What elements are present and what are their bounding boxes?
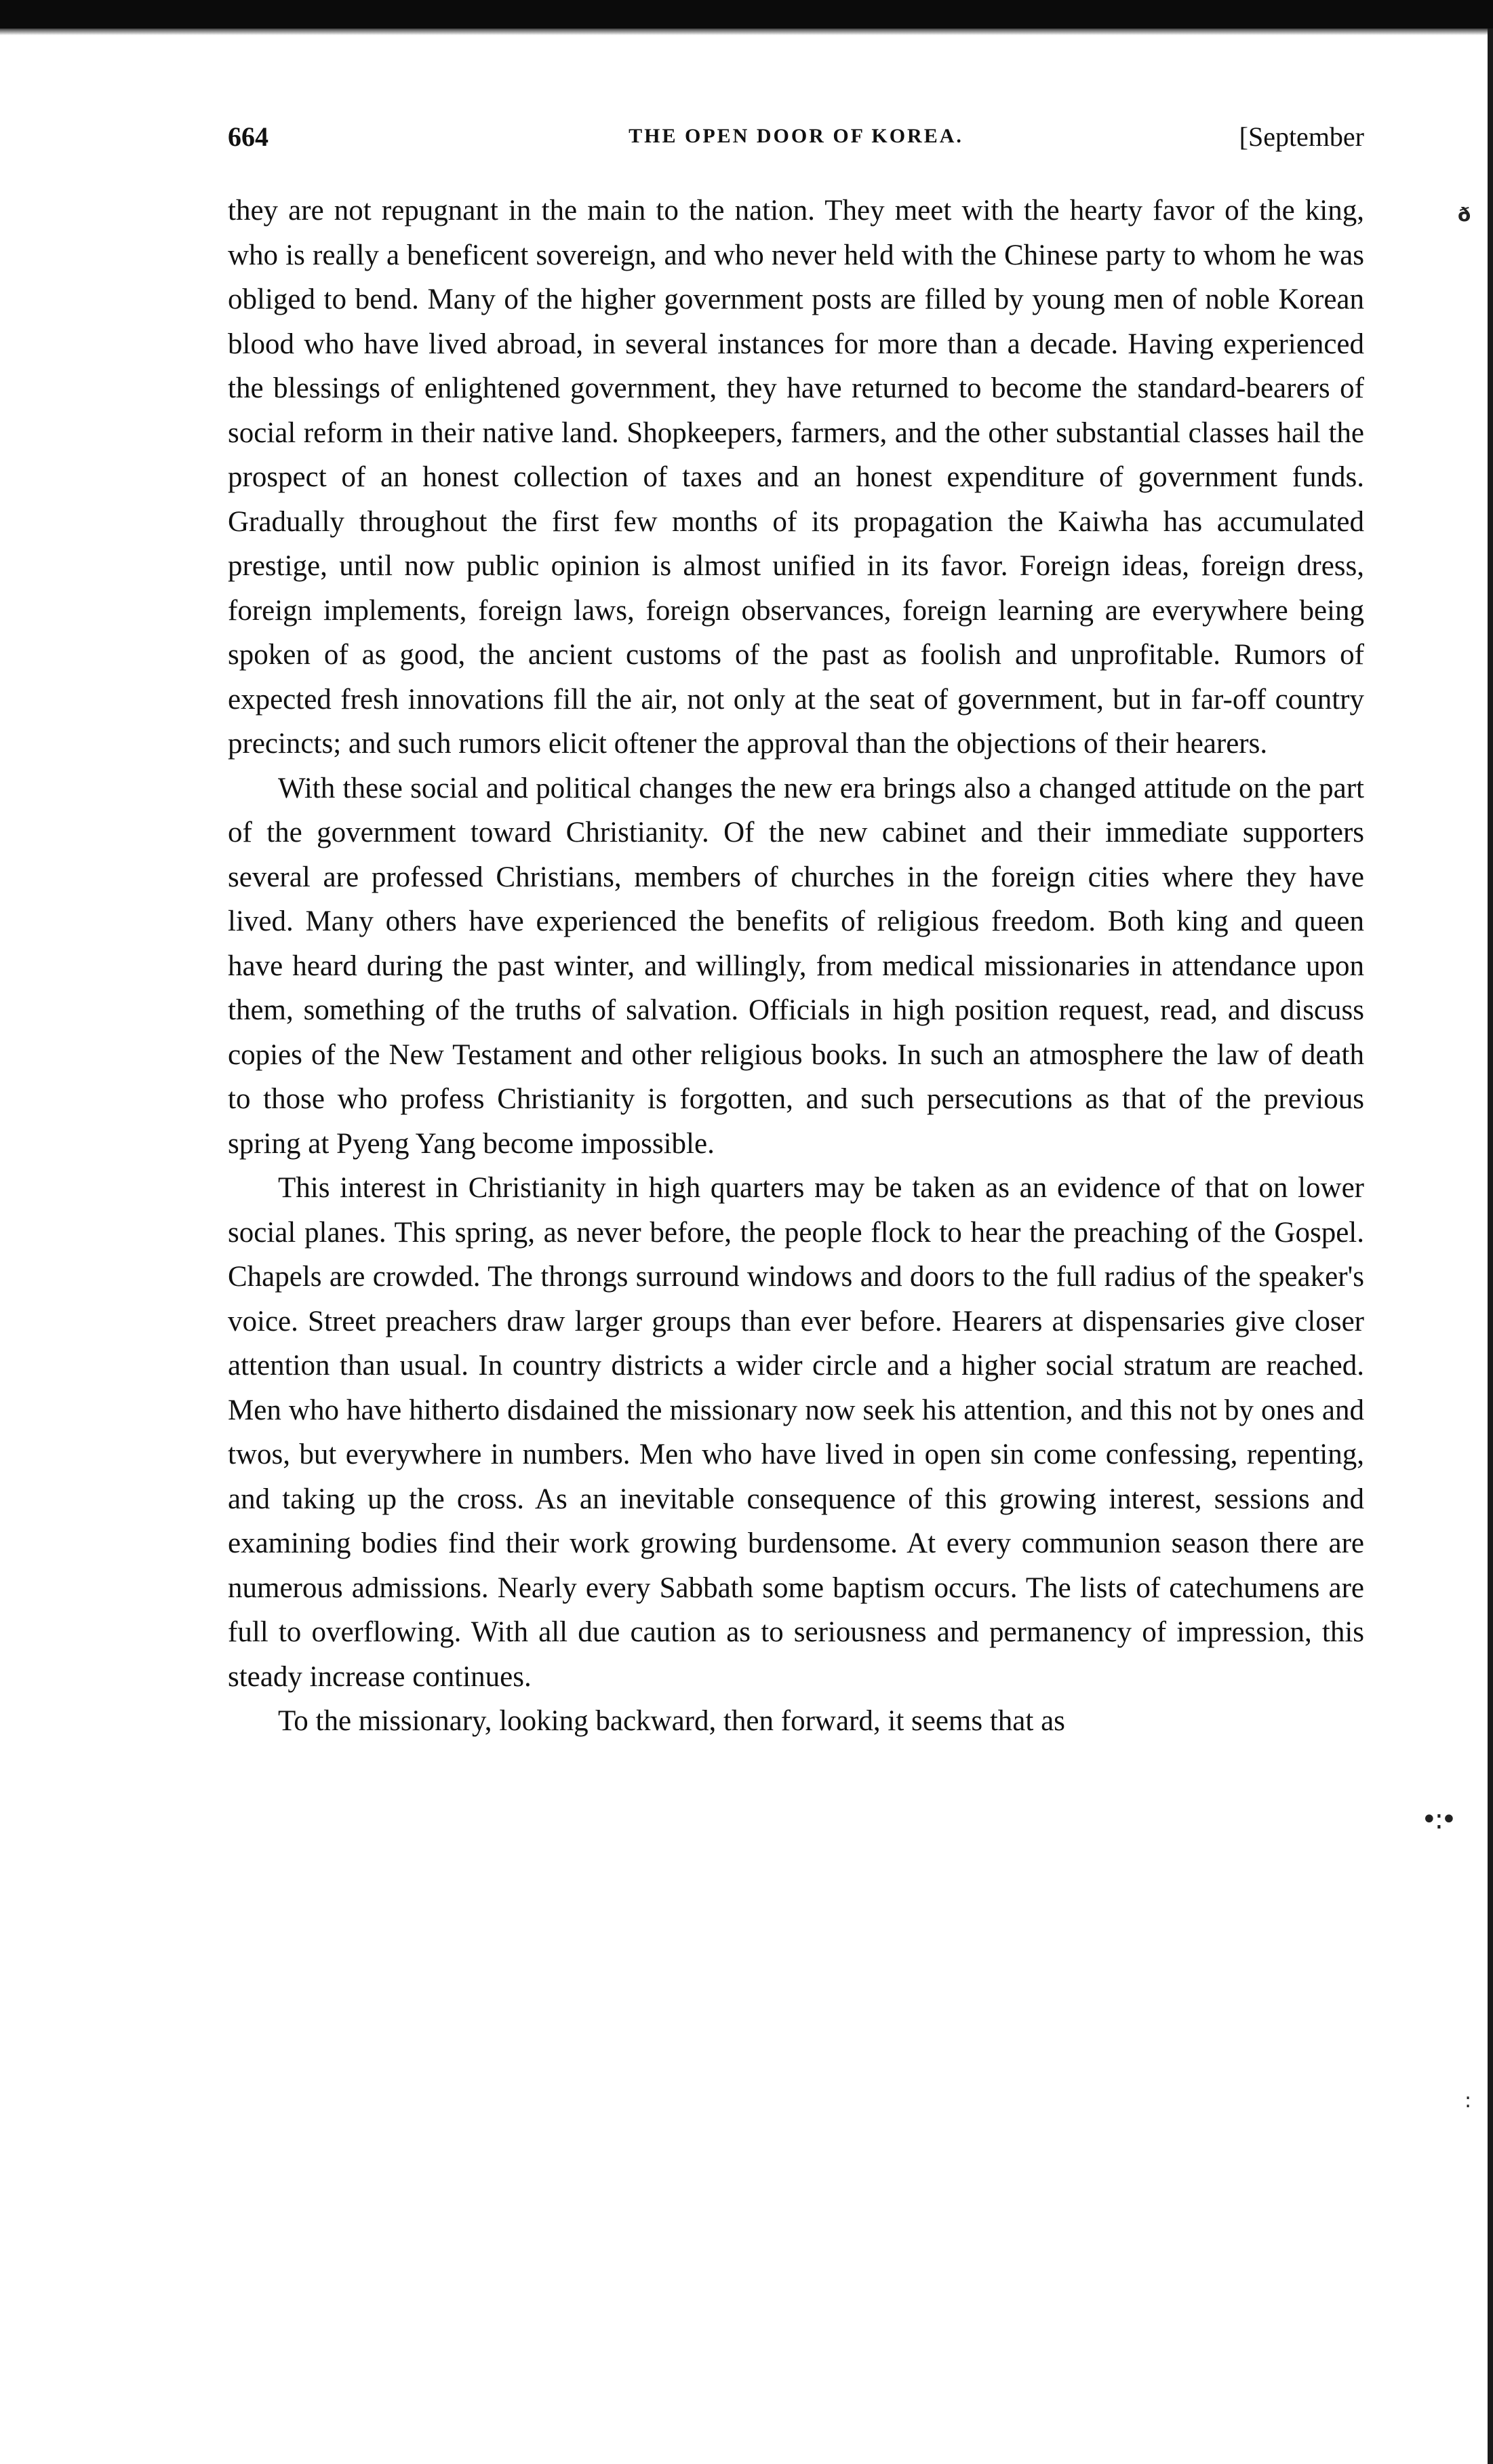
scan-right-border	[1488, 28, 1493, 2464]
paragraph-4: To the missionary, looking backward, then forward, it seems that as	[278, 1705, 1065, 1737]
scan-top-border	[0, 0, 1493, 28]
margin-mark-lower: :	[1465, 2089, 1472, 2113]
scan-top-shadow	[0, 28, 1493, 35]
header-month: [September	[1239, 121, 1364, 152]
page-number: 664	[228, 121, 268, 152]
page-body	[228, 189, 1364, 1744]
margin-mark-middle: •:•	[1421, 1804, 1454, 1835]
running-title: THE OPEN DOOR OF KOREA.	[629, 125, 963, 147]
paragraph-2: With these social and political changes the new era brings also a changed attitude on the part of the government toward Christianity. Of the new cabinet and their immediate supporters several are professed Christians, members of churches in the foreign cities where they have lived. Many others have experienced the benefits of religious freedom. Both king and queen have heard during the past winter, and willingly, from medical missionaries in attendance upon them, something of the truths of salvation. Officials in high position request, read, and discuss copies of the New Testament and other religious books. In such an atmosphere the law of death to those who profess Christianity is forgotten, and such persecutions as that of the previous spring at Pyeng Yang become impossible.	[228, 772, 1364, 1160]
page-header	[228, 121, 1364, 159]
margin-mark-top: ð	[1458, 203, 1471, 226]
paragraph-1: they are not repugnant in the main to the nation. They meet with the hearty favor of the king, who is really a beneficent sovereign, and who never held with the Chinese party to whom he was obliged to bend. Many of the higher government posts are filled by young men of noble Korean blood who have lived abroad, in several instances for more than a decade. Having experienced the blessings of enlightened government, they have returned to become the standard-bearers of social reform in their native land. Shopkeepers, farmers, and the other substantial classes hail the prospect of an honest collection of taxes and an honest expenditure of government funds. Gradually throughout the first few months of its propagation the Kaiwha has accumulated prestige, until now public opinion is almost unified in its favor. Foreign ideas, foreign dress, foreign implements, foreign laws, foreign observances, foreign learning are everywhere being spoken of as good, the ancient customs of the past as foolish and unprofitable. Rumors of expected fresh innovations fill the air, not only at the seat of government, but in far-off country precincts; and such rumors elicit oftener the approval than the objections of their hearers.	[228, 195, 1364, 760]
paragraph-3: This interest in Christianity in high quarters may be taken as an evidence of that on lower social planes. This spring, as never before, the people flock to hear the preaching of the Gospel. Chapels are crowded. The throngs surround windows and doors to the full radius of the speaker's voice. Street preachers draw larger groups than ever before. Hearers at dispensaries give closer attention than usual. In country districts a wider circle and a higher social stratum are reached. Men who have hitherto disdained the missionary now seek his attention, and this not by ones and twos, but everywhere in numbers. Men who have lived in open sin come confessing, repenting, and taking up the cross. As an inevitable consequence of this growing interest, sessions and examining bodies find their work growing burdensome. At every communion season there are numerous admissions. Nearly every Sabbath some baptism occurs. The lists of catechumens are full to overflowing. With all due caution as to seriousness and permanency of impression, this steady increase continues.	[228, 1172, 1364, 1693]
